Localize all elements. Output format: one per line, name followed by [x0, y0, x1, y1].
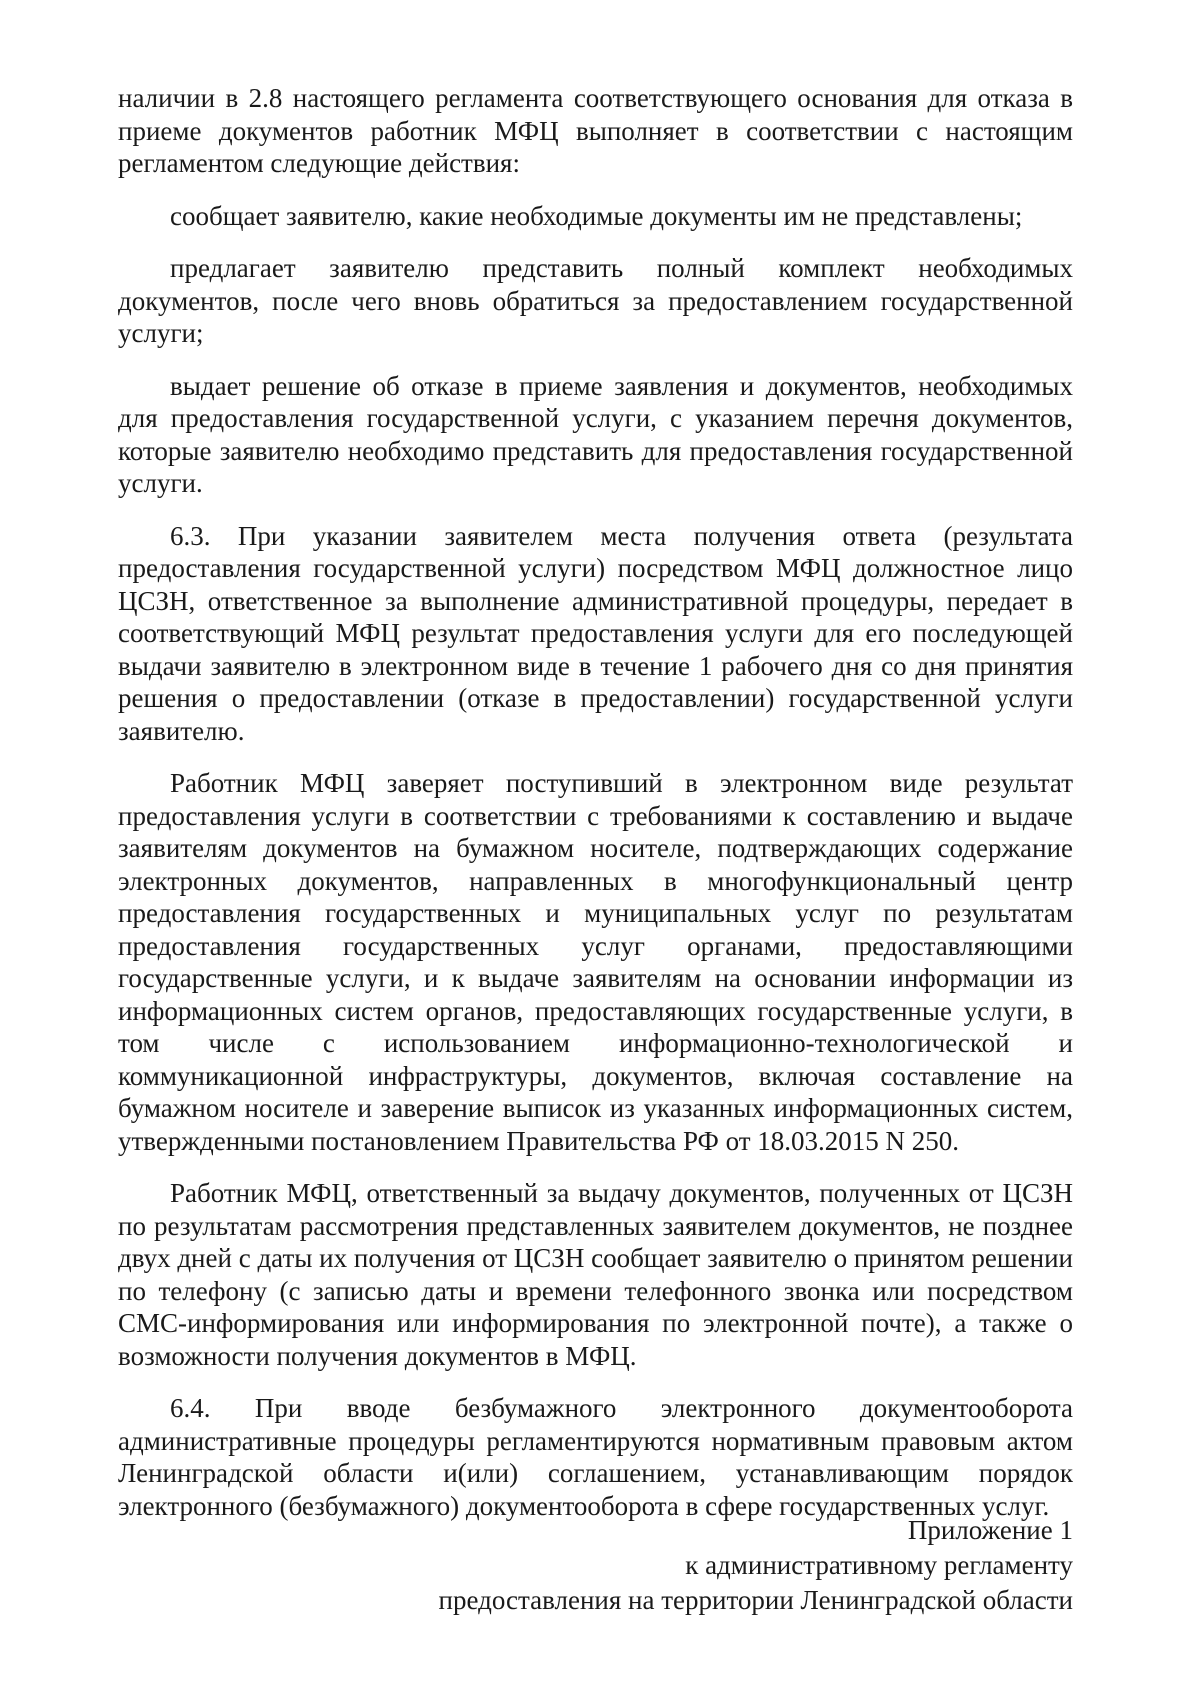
paragraph-action-refusal: выдает решение об отказе в приеме заявления и документов, необходимых для предоставления государственной услуги, с указанием перечня документов, которые заявителю необходимо представить для предоставления государственной услуги. [118, 370, 1073, 498]
appendix-subtitle-2: предоставления на территории Ленинградской области [438, 1585, 1073, 1615]
paragraph-action-propose: предлагает заявителю представить полный комплект необходимых документов, после чего вновь обратиться за предоставлением государственной услуги; [118, 253, 1073, 348]
paragraph-section-6-4: 6.4. При вводе безбумажного электронного документооборота административные процедуры регламентируются нормативным правовым актом Ленинградской области и(или) соглашением, устанавливающим порядок электронного (безбумажного) документооборота в сфере государственных услуг. [118, 1393, 1073, 1521]
paragraph-section-6-3: 6.3. При указании заявителем места получения ответа (результата предоставления государственной услуги) посредством МФЦ должностное лицо ЦСЗН, ответственное за выполнение административной процедуры, передает в соответствующий МФЦ результат предоставления услуги для его последующей выдачи заявителю в электронном виде в течение 1 рабочего дня со дня принятия решения о предоставлении (отказе в предоставлении) государственной услуги заявителю. [118, 520, 1073, 746]
paragraph-action-inform: сообщает заявителю, какие необходимые документы им не представлены; [170, 200, 1023, 231]
paragraph-mfc-notification: Работник МФЦ, ответственный за выдачу документов, полученных от ЦСЗН по результатам рассмотрения представленных заявителем документов, не позднее двух дней с даты их получения от ЦСЗН сообщает заявителю о принятом решении по телефону (с записью даты и времени телефонного звонка или посредством СМС-информирования или информирования по электронной почте), а также о возможности получения документов в МФЦ. [118, 1178, 1073, 1371]
appendix-caption [439, 1513, 1073, 1618]
paragraph-mfc-certification: Работник МФЦ заверяет поступивший в электронном виде результат предоставления услуги в соответствии с требованиями к составлению и выдаче заявителям документов на бумажном носителе, подтверждающих содержание электронных документов, направленных в многофункциональный центр предоставления государственных и муниципальных услуг по результатам предоставления государственных услуг органами, предоставляющими государственные услуги, и к выдаче заявителям на основании информации из информационных систем органов, предоставляющих государственные услуги, в том числе с использованием информационно-технологической и коммуникационной инфраструктуры, документов, включая составление на бумажном носителе и заверение выписок из указанных информационных систем, утвержденными постановлением Правительства РФ от 18.03.2015 N 250. [118, 768, 1073, 1156]
document-body [118, 82, 1073, 1542]
appendix-subtitle: к административному регламенту [685, 1550, 1073, 1580]
paragraph-continuation: наличии в 2.8 настоящего регламента соответствующего основания для отказа в приеме документов работник МФЦ выполняет в соответствии с настоящим регламентом следующие действия: [118, 83, 1073, 178]
appendix-title: Приложение 1 [907, 1515, 1073, 1545]
